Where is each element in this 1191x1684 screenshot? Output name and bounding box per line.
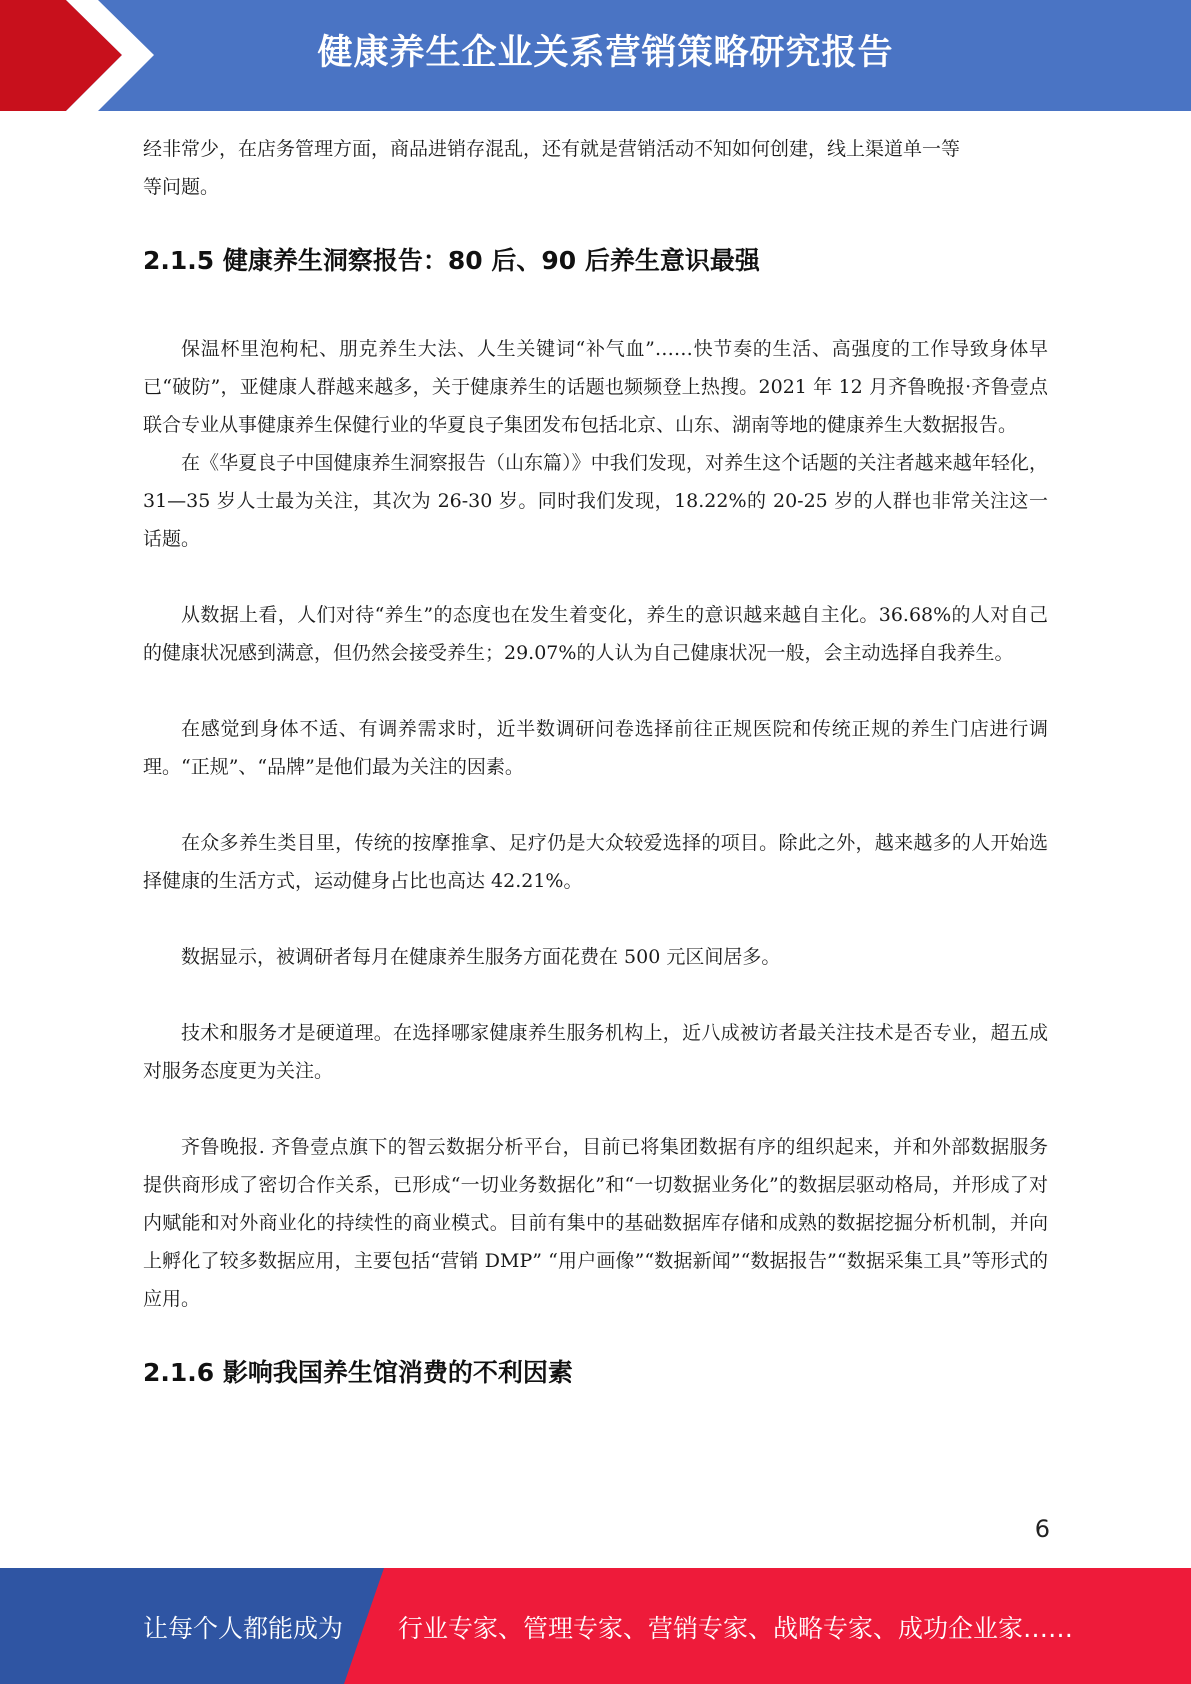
footer-slogan-left: 让每个人都能成为 [143, 1614, 344, 1643]
intro-line-1: 经非常少，在店务管理方面，商品进销存混乱，还有就是营销活动不知如何创建，线上渠道单一等 [143, 138, 961, 160]
paragraph-attitude: 从数据上看，人们对待“养生”的态度也在发生着变化，养生的意识越来越自主化。36.68%的人对自己的健康状况感到满意，但仍然会接受养生；29.07%的人认为自己健康状况一般，会主动选择自我养生。 [143, 604, 1048, 664]
paragraph-intro-health: 保温杯里泡枸杞、朋克养生大法、人生关键词“补气血”……快节奏的生活、高强度的工作导致身体早已“破防”，亚健康人群越来越多，关于健康养生的话题也频频登上热搜。2021 年 12 月齐鲁晚报·齐鲁壹点联合专业从事健康养生保健行业的华夏良子集团发布包括北京、山东、湖南等地的健康养生大数据报告。 [143, 338, 1048, 436]
section-heading-2-1-6: 2.1.6 影响我国养生馆消费的不利因素 [143, 1358, 573, 1387]
paragraph-spending: 数据显示，被调研者每月在健康养生服务方面花费在 500 元区间居多。 [181, 946, 781, 968]
paragraph-report-findings: 在《华夏良子中国健康养生洞察报告（山东篇）》中我们发现，对养生这个话题的关注者越来越年轻化，31—35 岁人士最为关注，其次为 26-30 岁。同时我们发现，18.22%的 20-25 岁的人群也非常关注这一话题。 [143, 452, 1048, 550]
document-body [143, 130, 1048, 1391]
paragraph-treatment-choice: 在感觉到身体不适、有调养需求时，近半数调研问卷选择前往正规医院和传统正规的养生门店进行调理。“正规”、“品牌”是他们最为关注的因素。 [143, 718, 1048, 778]
paragraph-data-platform: 齐鲁晚报. 齐鲁壹点旗下的智云数据分析平台，目前已将集团数据有序的组织起来，并和外部数据服务提供商形成了密切合作关系，已形成“一切业务数据化”和“一切数据业务化”的数据层驱动格局，并形成了对内赋能和对外商业化的持续性的商业模式。目前有集中的基础数据库存储和成熟的数据挖掘分析机制，并向上孵化了较多数据应用，主要包括“营销 DMP” “用户画像”“数据新闻”“数据报告”“数据采集工具”等形式的应用。 [143, 1136, 1048, 1310]
header-title: 健康养生企业关系营销策略研究报告 [317, 33, 894, 73]
footer-slogan-right: 行业专家、管理专家、营销专家、战略专家、成功企业家…… [398, 1614, 1074, 1643]
page-header-banner [0, 0, 1191, 111]
intro-line-2: 等问题。 [143, 176, 220, 198]
page-number: 6 [1034, 1515, 1050, 1543]
intro-paragraph [143, 130, 1048, 206]
paragraph-categories: 在众多养生类目里，传统的按摩推拿、足疗仍是大众较爱选择的项目。除此之外，越来越多的人开始选择健康的生活方式，运动健身占比也高达 42.21%。 [143, 832, 1048, 892]
page-footer-banner [0, 1568, 1191, 1684]
paragraph-technique-service: 技术和服务才是硬道理。在选择哪家健康养生服务机构上，近八成被访者最关注技术是否专业，超五成对服务态度更为关注。 [143, 1022, 1048, 1082]
section-heading-2-1-5: 2.1.5 健康养生洞察报告：80 后、90 后养生意识最强 [143, 246, 760, 275]
